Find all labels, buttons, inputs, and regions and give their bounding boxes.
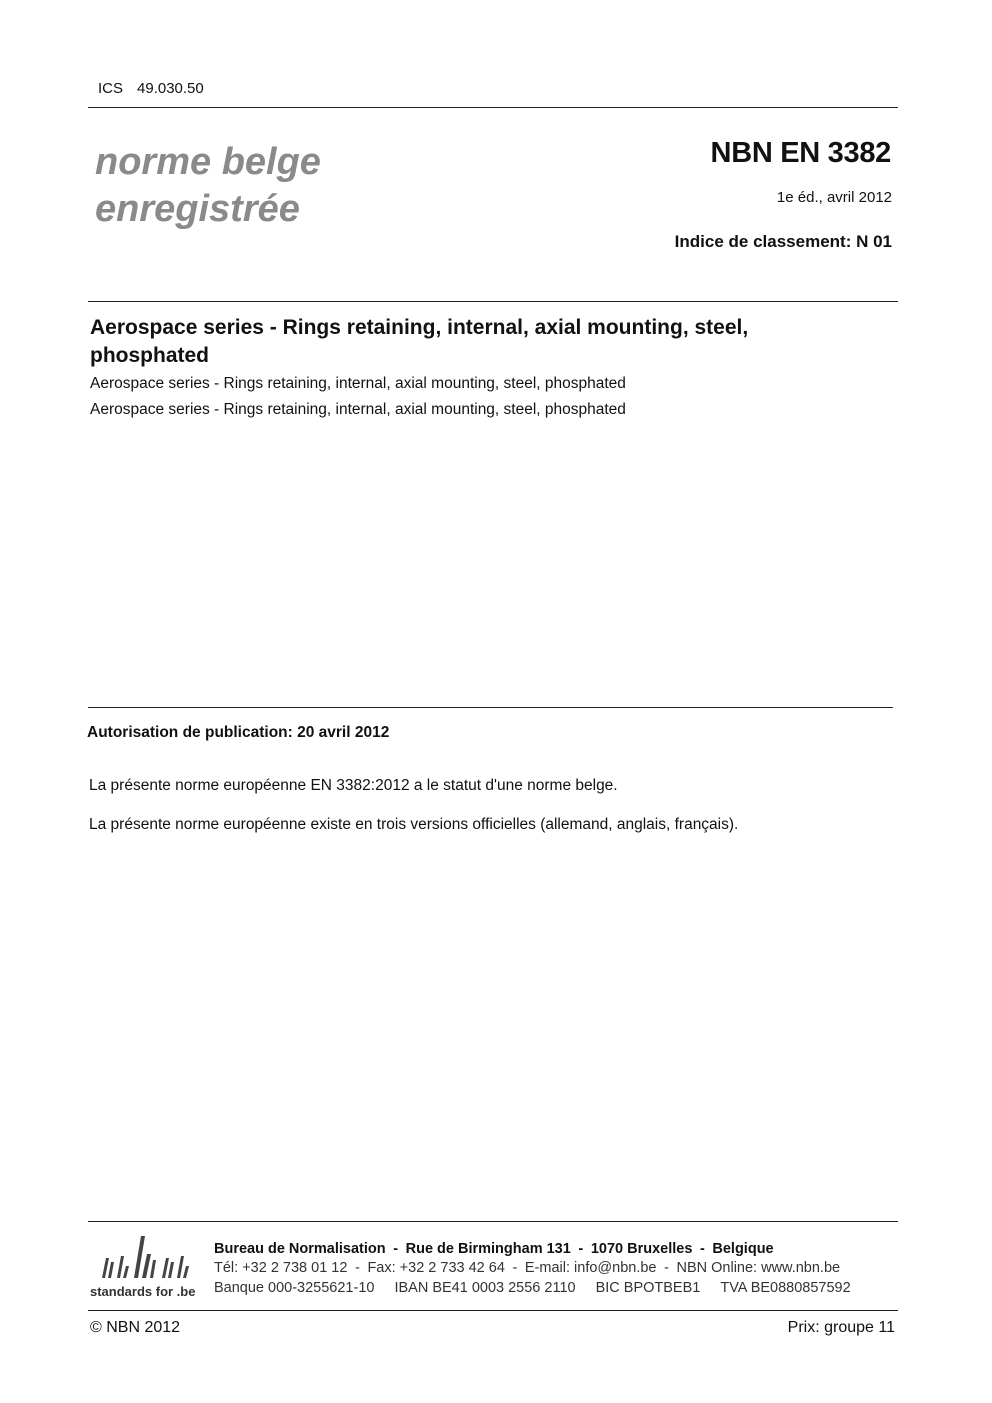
nbn-logo	[90, 1228, 200, 1306]
edition-date: 1e éd., avril 2012	[776, 189, 892, 206]
website-link[interactable]: NBN Online: www.nbn.be	[676, 1260, 841, 1276]
ics-value: 49.030.50	[137, 80, 204, 97]
vat-number: TVA BE0880857592	[720, 1280, 851, 1296]
versions-statement: La présente norme européenne existe en trois versions officielles (allemand, anglais, français).	[89, 816, 739, 833]
document-title-alt-1: Aerospace series - Rings retaining, internal, axial mounting, steel, phosphated	[90, 375, 626, 392]
contact-line: Tél: +32 2 738 01 12 - Fax: +32 2 733 42 64 - E-mail: info@nbn.be - NBN Online: www.nbn.be	[214, 1260, 841, 1276]
nbn-logo-mark	[90, 1228, 200, 1284]
phone: Tél: +32 2 738 01 12	[214, 1260, 348, 1276]
footer-rule	[88, 1221, 898, 1222]
publication-authorization: Autorisation de publication: 20 avril 2012	[87, 724, 390, 741]
bic: BIC BPOTBEB1	[595, 1280, 701, 1296]
fax: Fax: +32 2 733 42 64	[367, 1260, 505, 1276]
org-address-line: Bureau de Normalisation - Rue de Birmingham 131 - 1070 Bruxelles - Belgique	[214, 1241, 774, 1257]
email-link[interactable]: E-mail: info@nbn.be	[524, 1260, 657, 1276]
logo-tagline: standards for .be	[90, 1284, 196, 1299]
norm-line-2: enregistrée	[95, 188, 300, 230]
header-rule	[88, 107, 898, 108]
bank-line	[214, 1280, 851, 1296]
org-name: Bureau de Normalisation	[214, 1241, 386, 1257]
iban: IBAN BE41 0003 2556 2110	[394, 1280, 576, 1296]
bank-account: Banque 000-3255621-10	[214, 1280, 375, 1296]
price-group: Prix: groupe 11	[787, 1319, 895, 1336]
classification-index: Indice de classement: N 01	[674, 232, 892, 251]
document-title-alt-2: Aerospace series - Rings retaining, internal, axial mounting, steel, phosphated	[90, 401, 626, 418]
footer-bottom-rule	[88, 1310, 898, 1311]
org-country: Belgique	[712, 1241, 774, 1257]
org-city: 1070 Bruxelles	[590, 1241, 693, 1257]
ics-code	[98, 80, 204, 97]
status-statement: La présente norme européenne EN 3382:2012 a le statut d'une norme belge.	[89, 777, 618, 794]
standard-number: NBN EN 3382	[710, 137, 891, 169]
document-title: Aerospace series - Rings retaining, internal, axial mounting, steel, phosphated	[90, 316, 749, 367]
ics-label: ICS	[98, 80, 124, 97]
org-street: Rue de Birmingham 131	[405, 1241, 571, 1257]
norm-line-1: norme belge	[95, 141, 321, 183]
copyright: © NBN 2012	[90, 1319, 181, 1336]
title-rule	[88, 301, 898, 302]
publication-rule	[88, 707, 893, 708]
